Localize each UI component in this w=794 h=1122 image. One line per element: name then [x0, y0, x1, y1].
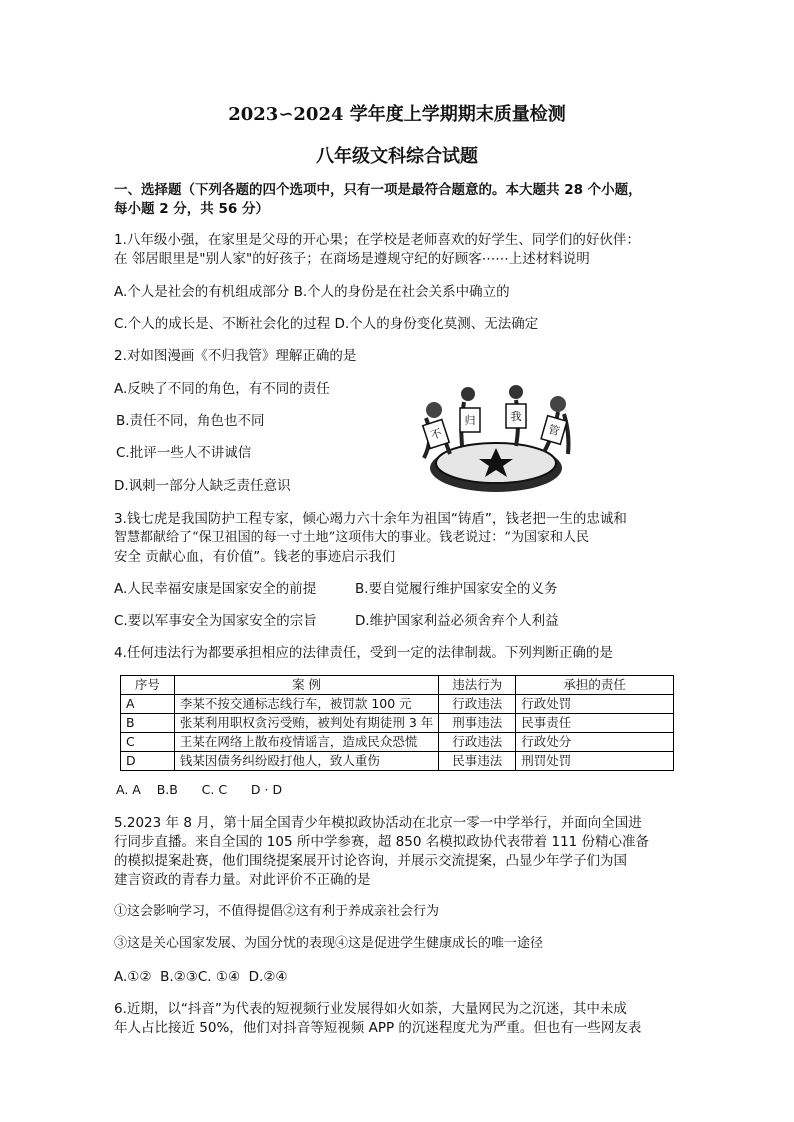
q5-items-3-4: ③这是关心国家发展、为国分忧的表现④这是促进学生健康成长的唯一途径 [114, 936, 544, 951]
cell-index: A [121, 695, 175, 714]
q1-options-ab: A.个人是社会的有机组成部分 B.个人的身份是在社会关系中确立的 [114, 284, 510, 300]
q2-option-a: A.反映了不同的角色，有不同的责任 [114, 381, 330, 397]
cell-case: 钱某因债务纠纷殴打他人，致人重伤 [174, 752, 438, 771]
section-heading-line2: 每小题 2 分，共 56 分） [114, 201, 269, 217]
cell-violation: 行政违法 [439, 733, 516, 752]
cell-index: B [121, 714, 175, 733]
cartoon-not-my-business [412, 380, 580, 498]
q1-stem-line2: 在 邻居眼里是"别人家"的好孩子；在商场是遵规守纪的好顾客⋯⋯上述材料说明 [114, 251, 590, 267]
cell-liability: 刑罚处罚 [516, 752, 674, 771]
cell-violation: 民事违法 [439, 752, 516, 771]
cell-violation: 刑事违法 [439, 714, 516, 733]
exam-subtitle: 八年级文科综合试题 [316, 146, 478, 167]
table-row [121, 714, 674, 733]
section-heading-line1: 一、选择题（下列各题的四个选项中，只有一项是最符合题意的。本大题共 28 个小题， [114, 182, 642, 198]
cell-case: 王某在网络上散布疫情谣言，造成民众恐慌 [174, 733, 438, 752]
q5-stem-line3: 的模拟提案赴赛，他们围绕提案展开讨论咨询，并展示交流提案，凸显少年学子们为国 [114, 853, 627, 869]
header-index: 序号 [121, 676, 175, 695]
table-row [121, 695, 674, 714]
cell-liability: 民事责任 [516, 714, 674, 733]
q6-stem-line1: 6.近期，以“抖音”为代表的短视频行业发展得如火如荼，大量网民为之沉迷，其中未成 [114, 1001, 627, 1017]
table-row [121, 752, 674, 771]
q5-stem-line4: 建言资政的青春力量。对此评价不正确的是 [114, 872, 371, 888]
q5-items-1-2: ①这会影响学习，不值得提倡②这有利于养成亲社会行为 [114, 904, 440, 919]
q1-stem-line1: 1.八年级小强，在家里是父母的开心果；在学校是老师喜欢的好学生、同学们的好伙伴： [114, 232, 640, 248]
q5-options: A.①② B.②③C. ①④ D.②④ [114, 969, 288, 985]
q3-stem-line3: 安全 贡献心血，有价值”。钱老的事迹启示我们 [114, 549, 396, 565]
cell-liability: 行政处分 [516, 733, 674, 752]
q6-stem-line2: 年人占比接近 50%，他们对抖音等短视频 APP 的沉迷程度尤为严重。但也有一些网友表 [114, 1020, 642, 1036]
exam-title: 2023∽2024 学年度上学期期末质量检测 [228, 104, 566, 125]
q2-option-c: C.批评一些人不讲诚信 [116, 445, 252, 461]
q3-option-c: C.要以军事安全为国家安全的宗旨 [114, 613, 317, 629]
cell-case: 李某不按交通标志线行车，被罚款 100 元 [174, 695, 438, 714]
table-header-row [121, 676, 674, 695]
cell-violation: 行政违法 [439, 695, 516, 714]
q4-case-table [120, 675, 674, 771]
cartoon-sign-2: 归 [464, 414, 476, 427]
q2-option-d: D.讽刺一部分人缺乏责任意识 [114, 478, 291, 494]
q3-option-b: B.要自觉履行维护国家安全的义务 [355, 581, 558, 597]
table-row [121, 733, 674, 752]
q3-option-d: D.维护国家利益必须舍弃个人利益 [355, 613, 559, 629]
q3-stem-line1: 3.钱七虎是我国防护工程专家，倾心竭力六十余年为祖国“铸盾”，钱老把一生的忠诚和 [114, 511, 627, 527]
cell-liability: 行政处罚 [516, 695, 674, 714]
header-case: 案 例 [174, 676, 438, 695]
q4-options: A. A B.B C. C D · D [116, 782, 283, 797]
q5-stem-line2: 行同步直播。来自全国的 105 所中学参赛，超 850 名模拟政协代表带着 111 份精心准备 [114, 834, 650, 850]
header-liability: 承担的责任 [516, 676, 674, 695]
header-violation: 违法行为 [439, 676, 516, 695]
cell-index: C [121, 733, 175, 752]
cell-case: 张某利用职权贪污受贿，被判处有期徒刑 3 年 [174, 714, 438, 733]
q1-options-cd: C.个人的成长是、不断社会化的过程 D.个人的身份变化莫测、无法确定 [114, 316, 539, 332]
q3-stem-line2: 智慧都献给了“保卫祖国的每一寸土地”这项伟大的事业。钱老说过：“为国家和人民 [114, 530, 589, 545]
q5-stem-line1: 5.2023 年 8 月，第十届全国青少年模拟政协活动在北京一零一中学举行，并面向全国进 [114, 815, 642, 831]
cartoon-sign-1: 不 [428, 426, 444, 443]
q2-stem: 2.对如图漫画《不归我管》理解正确的是 [114, 348, 357, 364]
cell-index: D [121, 752, 175, 771]
cartoon-sign-3: 我 [510, 410, 522, 423]
q2-option-b: B.责任不同，角色也不同 [116, 413, 265, 429]
q4-stem: 4.任何违法行为都要承担相应的法律责任，受到一定的法律制裁。下列判断正确的是 [114, 645, 613, 661]
cartoon-sign-4: 管 [546, 422, 561, 439]
q3-option-a: A.人民幸福安康是国家安全的前提 [114, 581, 317, 597]
